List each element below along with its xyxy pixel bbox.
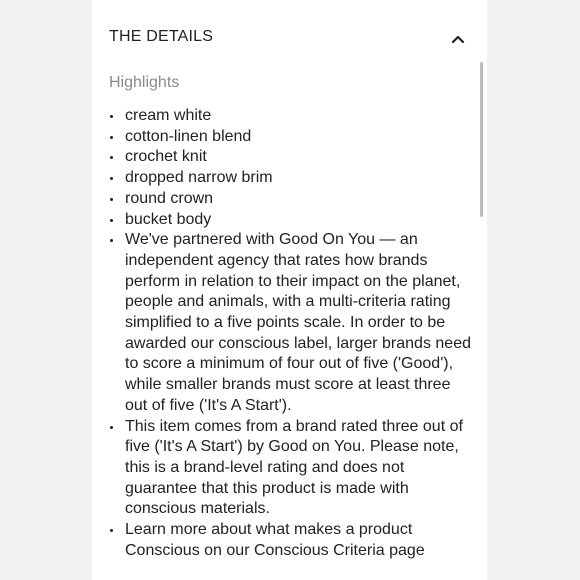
- list-item: bucket body: [109, 210, 474, 231]
- list-item: cream white: [109, 106, 474, 127]
- collapse-button[interactable]: [447, 28, 469, 50]
- details-title: THE DETAILS: [109, 28, 214, 45]
- list-item: dropped narrow brim: [109, 168, 474, 189]
- highlights-list: [109, 106, 474, 561]
- list-item: Learn more about what makes a product Conscious on our Conscious Criteria page: [109, 520, 474, 561]
- list-item: crochet knit: [109, 147, 474, 168]
- scrollbar[interactable]: [480, 62, 484, 572]
- list-item: cotton-linen blend: [109, 127, 474, 148]
- scrollbar-thumb[interactable]: [480, 62, 483, 217]
- details-panel: [92, 0, 487, 580]
- list-item: round crown: [109, 189, 474, 210]
- chevron-up-icon: [447, 28, 469, 50]
- details-header[interactable]: [109, 28, 469, 52]
- highlights-heading: Highlights: [109, 74, 180, 91]
- list-item: This item comes from a brand rated three out of five ('It's A Start') by Good on You. Please note, this is a brand-level rating and does not guarantee that this product is made with conscious materials.: [109, 417, 474, 521]
- highlights-content: [109, 106, 474, 561]
- list-item: We've partnered with Good On You — an independent agency that rates how brands perform in relation to their impact on the planet, people and animals, with a multi-criteria rating simplified to a five points scale. In order to be awarded our conscious label, larger brands need to score a minimum of four out of five ('Good'), while smaller brands must score at least three out of five ('It's A Start').: [109, 230, 474, 416]
